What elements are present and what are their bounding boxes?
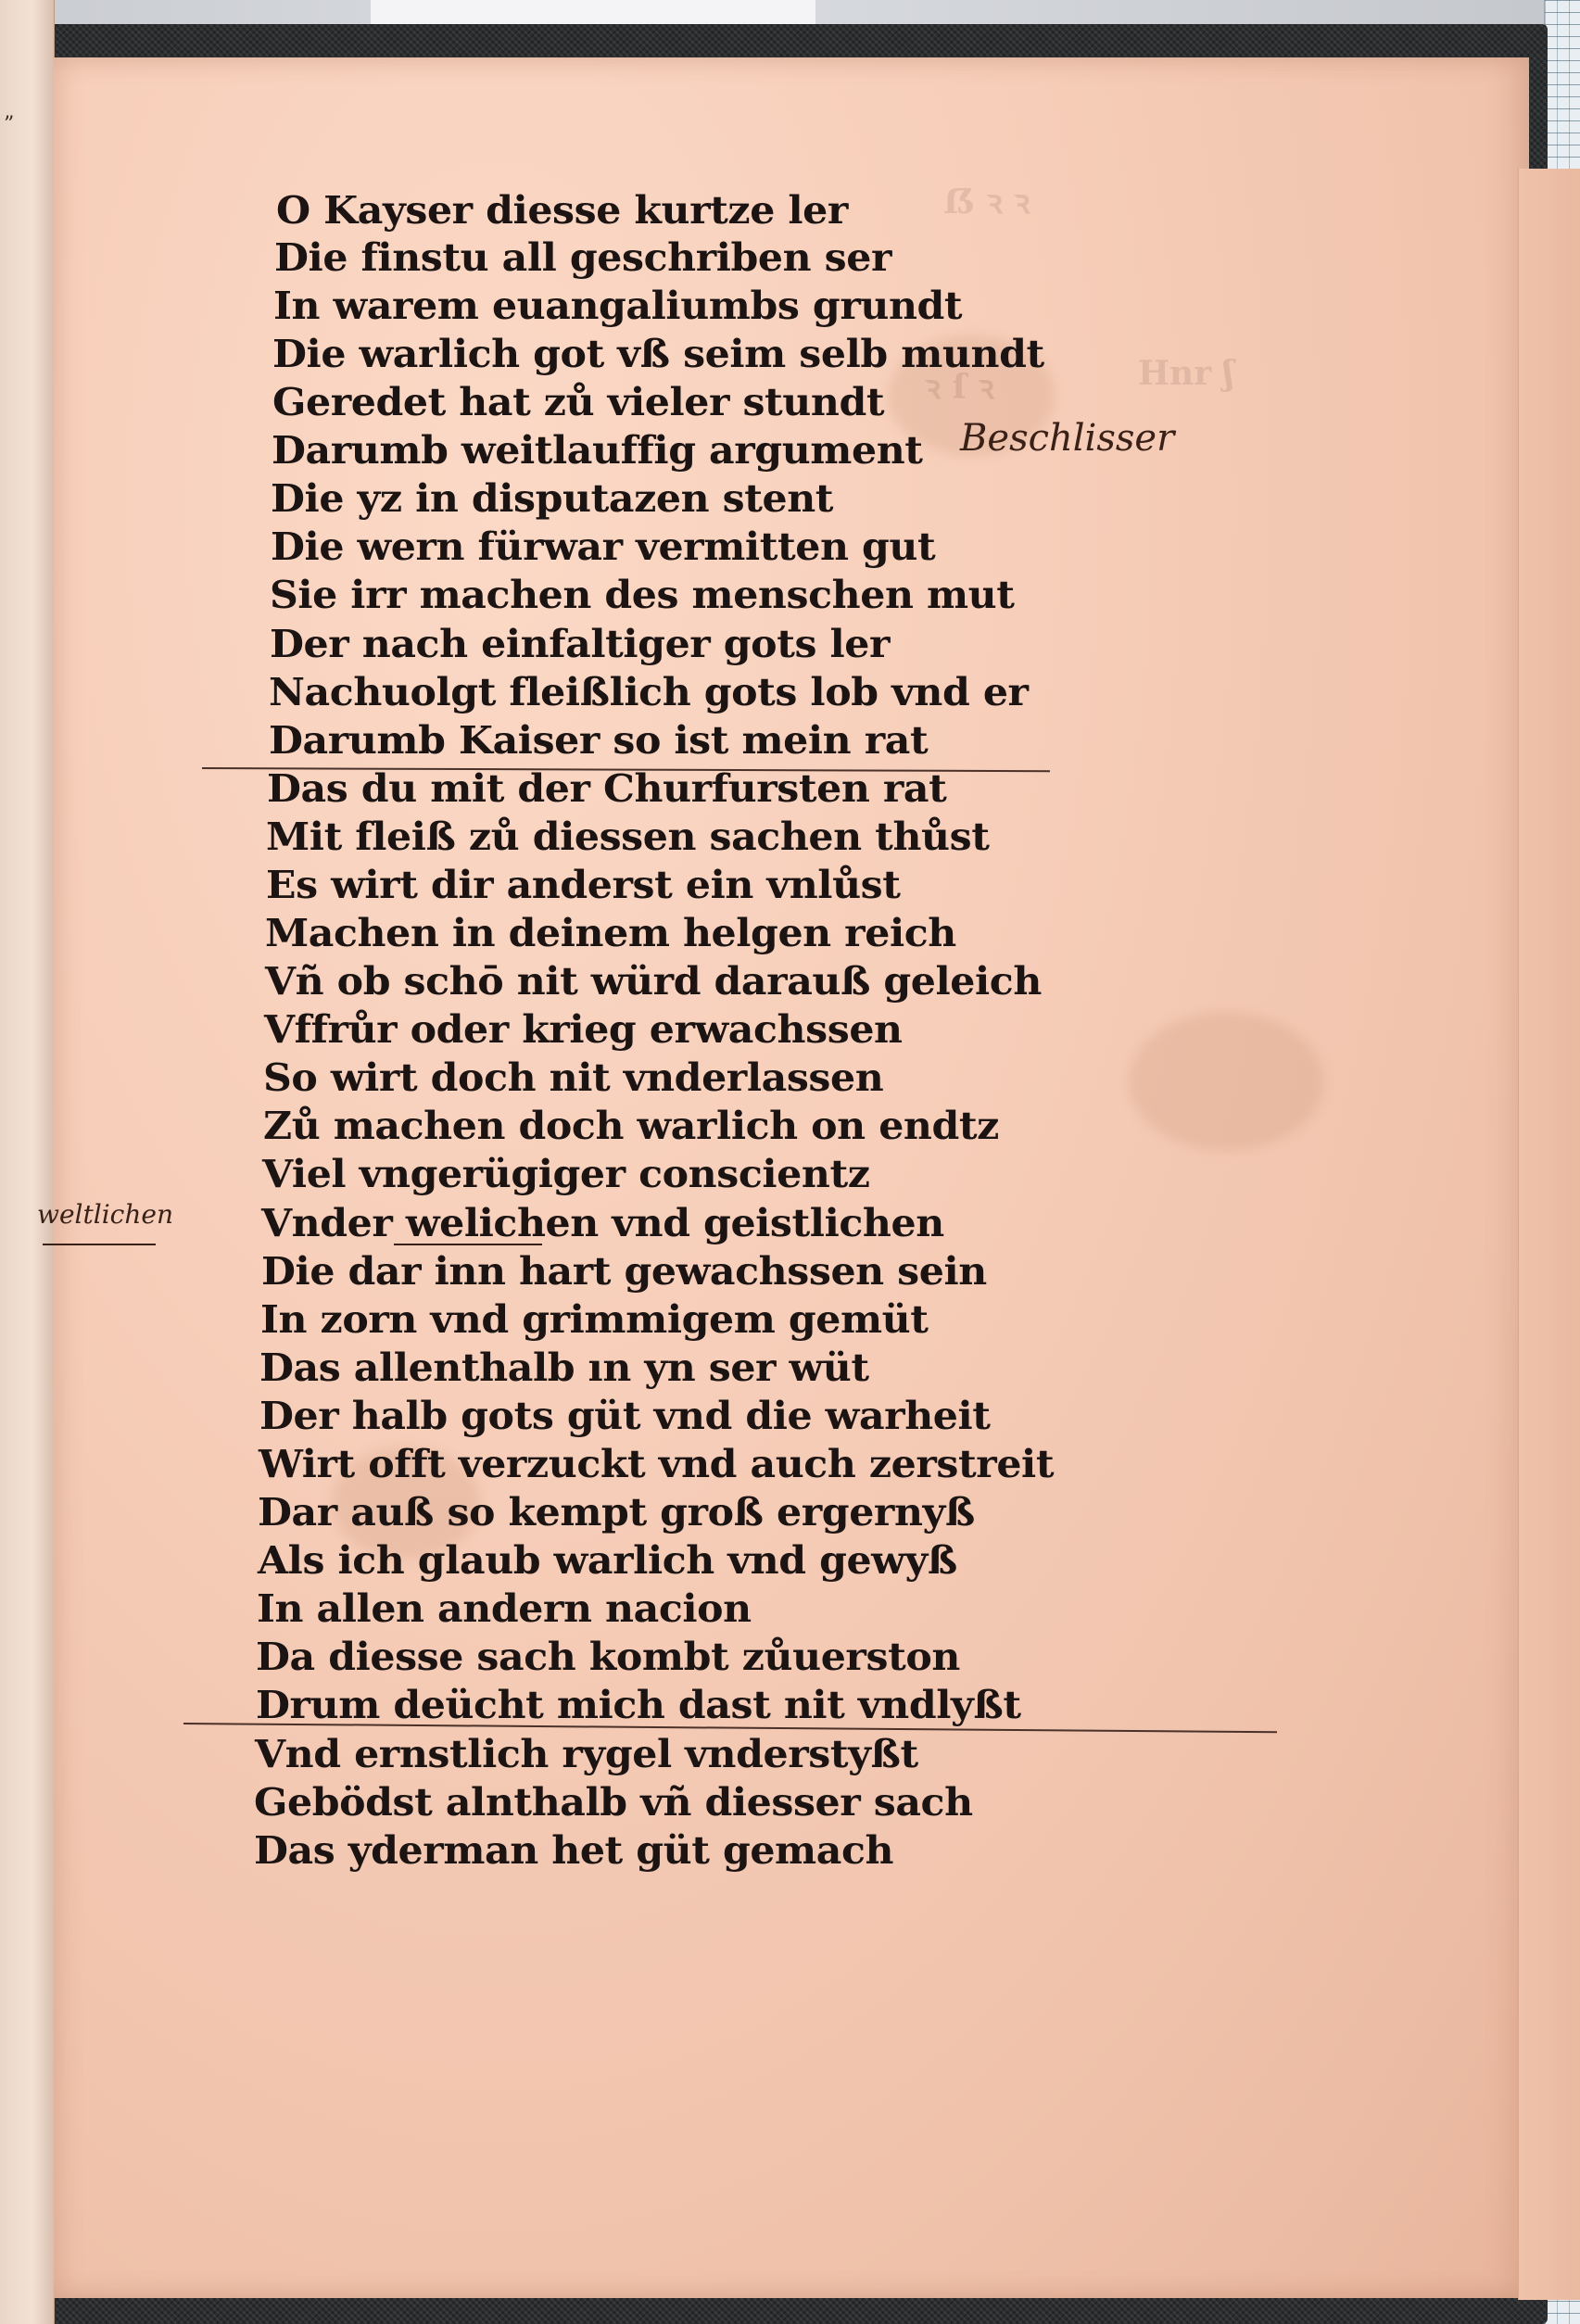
verse-line: In warem euangaliumbs grundt [273, 284, 963, 328]
verse-line: Das du mit der Churfursten rat [267, 766, 947, 811]
verse-line: Nachuolgt fleißlich gots lob vnd er [269, 670, 1029, 714]
verse-line: Dar auß so kempt groß ergernyß [258, 1490, 975, 1535]
left-margin-annotation: weltlichen [37, 1199, 173, 1230]
verse-line: Vñ ob schō nit würd darauß geleich [265, 959, 1042, 1004]
verse-line: Die yz in disputazen stent [271, 476, 834, 521]
verse-line: Zů machen doch warlich on endtz [263, 1104, 999, 1148]
show-through: ꝛ ſ ꝛ [925, 368, 994, 407]
verse-line: Als ich glaub warlich vnd gewyß [258, 1538, 957, 1583]
facing-page-mark: ” [4, 113, 15, 136]
verse-line: Der halb gots güt vnd die warheit [259, 1394, 991, 1438]
verse-line: Das allenthalb ın yn ser wüt [259, 1345, 869, 1390]
verse-line: Da diesse sach kombt zůuerston [256, 1635, 960, 1679]
facing-page-edge [0, 0, 55, 2324]
word-underline [394, 1244, 542, 1245]
verse-line: In zorn vnd grimmigem gemüt [260, 1297, 929, 1342]
show-through: Hnr ʃ [1138, 354, 1234, 393]
verse-line: Vffrůr oder krieg erwachssen [264, 1007, 903, 1052]
verse-line: Die warlich got vß seim selb mundt [272, 332, 1044, 376]
verse-text-block [54, 57, 1529, 2298]
verse-line: Der nach einfaltiger gots ler [270, 622, 891, 666]
verse-line: Darumb Kaiser so ist mein rat [269, 718, 929, 763]
verse-line: So wirt doch nit vnderlassen [263, 1055, 884, 1100]
verse-line: Drum deücht mich dast nit vndlyßt [256, 1683, 1021, 1727]
verse-line: Die dar inn hart gewachssen sein [261, 1249, 987, 1294]
verse-line: Vnd ernstlich rygel vnderstyßt [255, 1732, 918, 1776]
verse-line: Wirt offt verzuckt vnd auch zerstreit [259, 1442, 1055, 1486]
manuscript-page [37, 57, 1529, 2298]
verse-line: Vnder welichen vnd geistlichen [261, 1201, 944, 1245]
margin-annotation-underline [43, 1244, 156, 1245]
verse-line: Das yderman het güt gemach [254, 1828, 894, 1873]
verse-line: In allen andern nacion [257, 1586, 752, 1631]
show-through: ẞ ꝛ ꝛ [943, 183, 1030, 221]
verse-line: Es wirt dir anderst ein vnlůst [266, 863, 901, 907]
verse-line: Geredet hat zů vieler stundt [272, 380, 885, 424]
verse-line: Gebödst alnthalb vñ diesser sach [254, 1780, 973, 1825]
verse-line: O Kayser diesse kurtze ler [276, 188, 848, 233]
verse-line: Viel vngerügiger conscientz [262, 1152, 870, 1196]
verse-line: Darumb weitlauffig argument [272, 428, 923, 473]
verse-line: Die wern fürwar vermitten gut [271, 524, 936, 569]
verse-line: Mit fleiß zů diessen sachen thůst [266, 815, 990, 859]
verse-line: Machen in deinem helgen reich [265, 911, 956, 955]
verse-line: Sie irr machen des menschen mut [270, 573, 1015, 617]
right-margin-annotation: Beschlisser [960, 417, 1175, 460]
verse-line: Die finstu all geschriben ser [274, 235, 892, 280]
